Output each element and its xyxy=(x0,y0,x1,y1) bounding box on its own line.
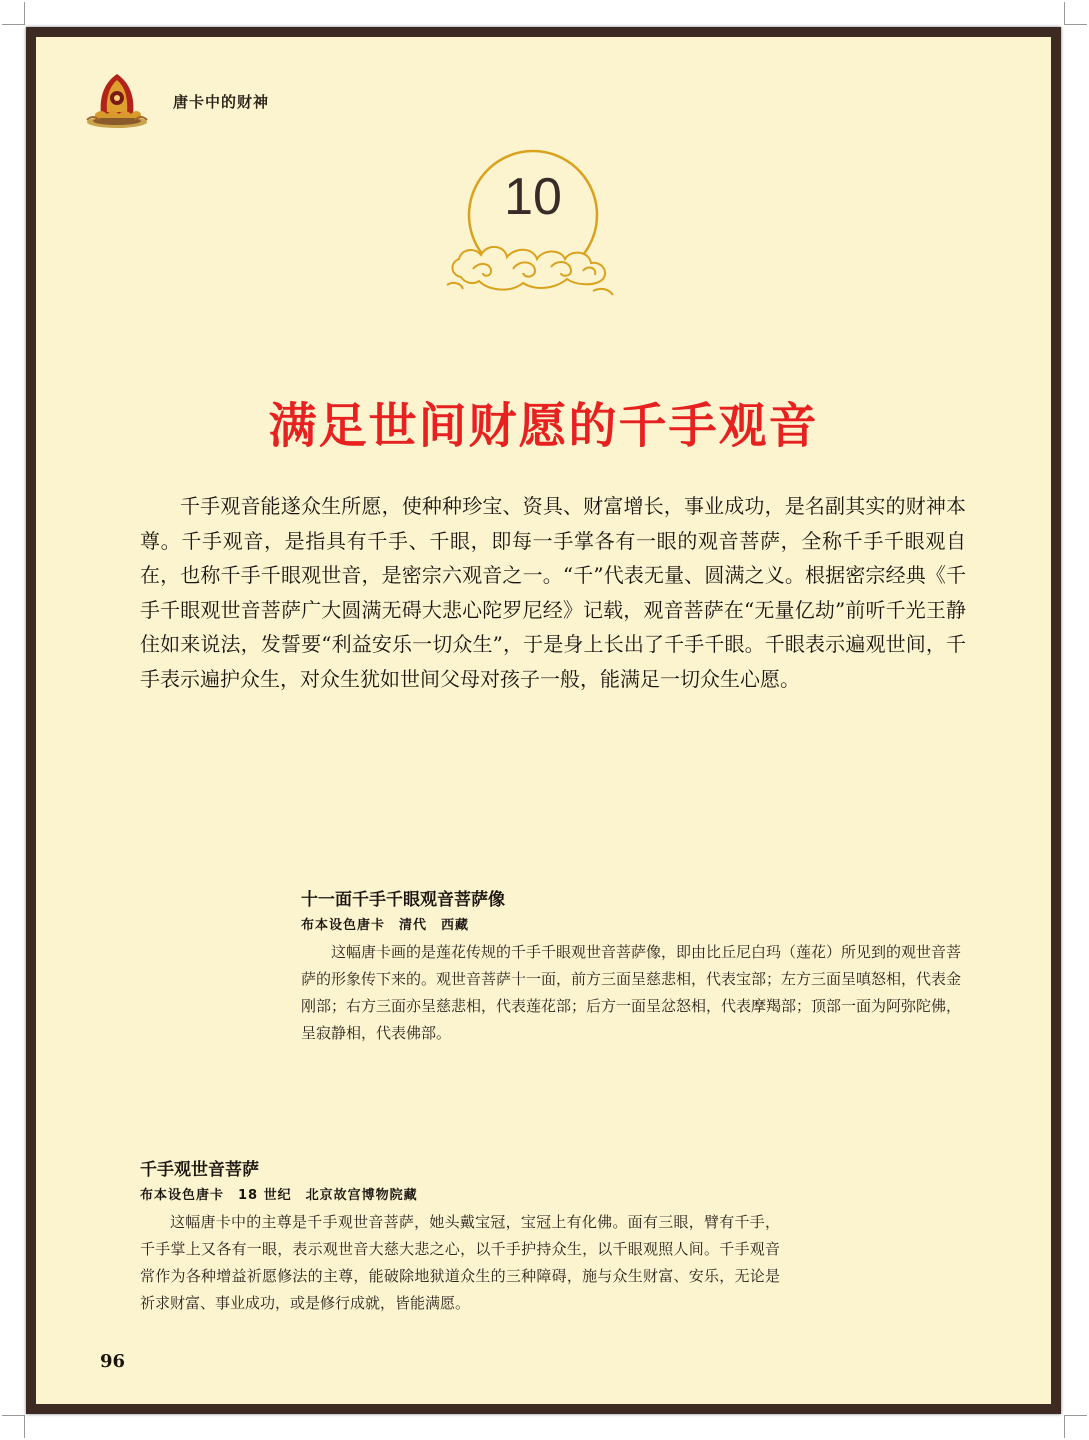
caption-body: 这幅唐卡画的是莲花传规的千手千眼观世音菩萨像，即由比丘尼白玛（莲花）所见到的观世音菩萨的形象传下来的。观世音菩萨十一面，前方三面呈慈悲相，代表宝部；左方三面呈嗔怒相，代表金刚部；右方三面亦呈慈悲相，代表莲花部；后方一面呈忿怒相，代表摩羯部；顶部一面为阿弥陀佛，呈寂静相，代表佛部。 xyxy=(301,943,962,1042)
caption-eleven-faced-avalokiteshvara xyxy=(301,885,961,1047)
caption-title: 千手观世音菩萨 xyxy=(140,1160,259,1180)
tibetan-ornament-icon xyxy=(81,70,153,130)
caption-subtitle: 布本设色唐卡 清代 西藏 xyxy=(301,918,470,933)
body-paragraph: 千手观音能遂众生所愿，使种种珍宝、资具、财富增长，事业成功，是名副其实的财神本尊。千手观音，是指具有千手、千眼，即每一手掌各有一眼的观音菩萨，全称千手千眼观自在，也称千手千眼观世音，是密宗六观音之一。“千”代表无量、圆满之义。根据密宗经典《千手千眼观世音菩萨广大圆满无碍大悲心陀罗尼经》记载，观音菩萨在“无量亿劫”前听千光王静住如来说法，发誓要“利益安乐一切众生”，于是身上长出了千手千眼。千眼表示遍观世间，千手表示遍护众生，对众生犹如世间父母对孩子一般，能满足一切众生心愿。 xyxy=(140,494,966,691)
crop-mark-top-left xyxy=(2,2,25,25)
chapter-emblem xyxy=(443,145,623,305)
crop-mark-bottom-left xyxy=(2,1415,25,1438)
crop-mark-top-right xyxy=(1064,2,1087,25)
crop-mark-bottom-right xyxy=(1064,1415,1087,1438)
running-header xyxy=(81,70,341,130)
caption-title: 十一面千手千眼观音菩萨像 xyxy=(301,890,505,910)
caption-thousand-armed-avalokiteshvara xyxy=(140,1155,780,1317)
chapter-number: 10 xyxy=(504,168,562,226)
page-number: 96 xyxy=(100,1351,126,1372)
caption-subtitle: 布本设色唐卡 18 世纪 北京故宫博物院藏 xyxy=(140,1188,418,1203)
book-page xyxy=(36,37,1051,1404)
caption-body: 这幅唐卡中的主尊是千手观世音菩萨，她头戴宝冠，宝冠上有化佛。面有三眼，臂有千手，千手掌上又各有一眼，表示观世音大慈大悲之心，以千手护持众生，以千眼观照人间。千手观音常作为各种增益祈愿修法的主尊，能破除地狱道众生的三种障碍，施与众生财富、安乐，无论是祈求财富、事业成功，或是修行成就，皆能满愿。 xyxy=(140,1213,780,1312)
chapter-title: 满足世间财愿的千手观音 xyxy=(268,398,819,454)
running-header-title: 唐卡中的财神 xyxy=(173,93,270,111)
